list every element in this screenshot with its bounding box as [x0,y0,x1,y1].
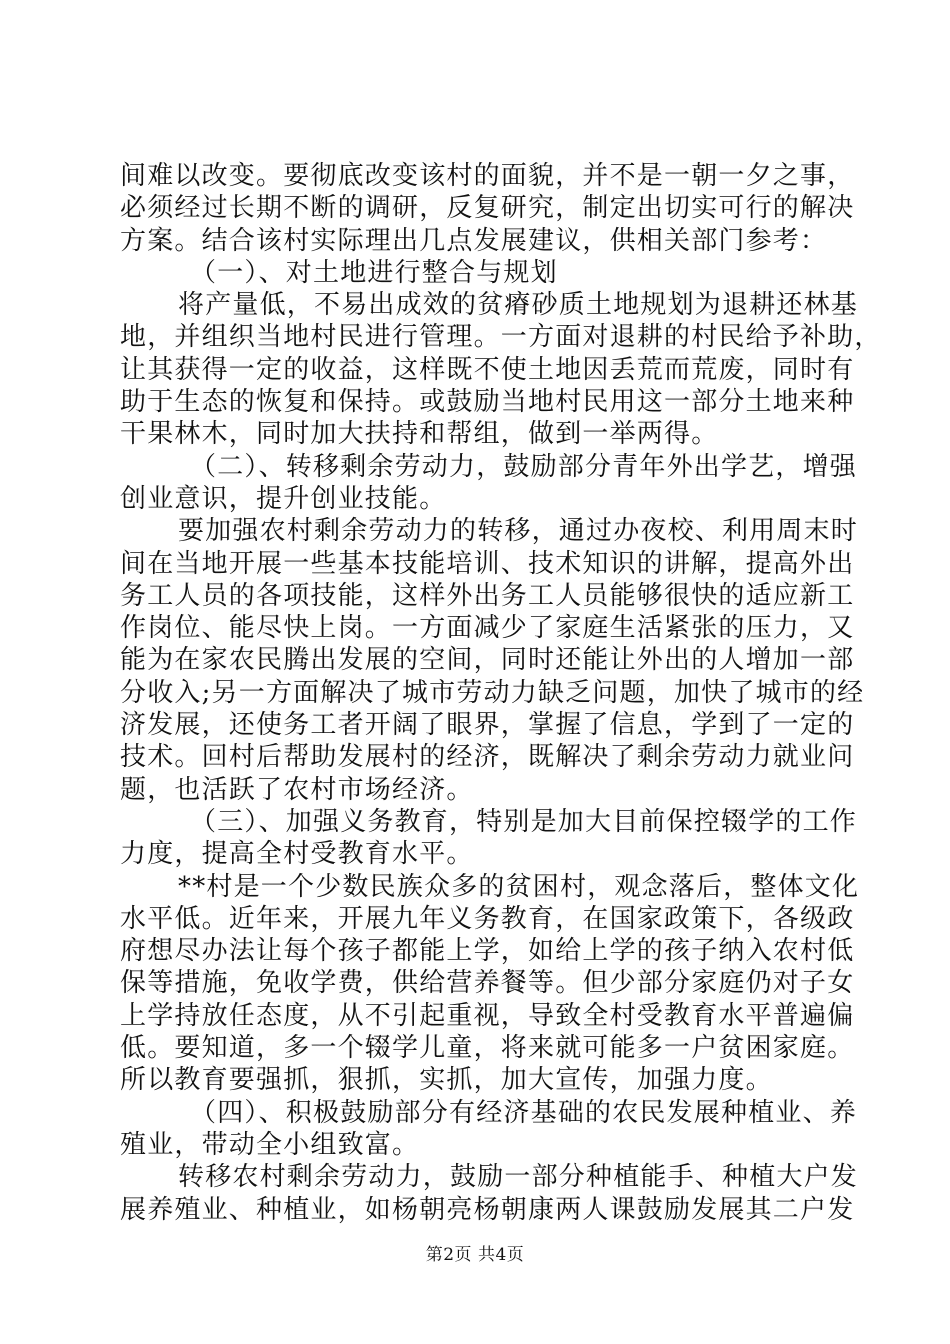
text-line: 低。要知道，多一个辍学儿童，将来就可能多一户贫困家庭。 [120,1033,855,1064]
text-line: （一）、对土地进行整合与规划 [190,257,558,288]
text-line: 府想尽办法让每个孩子都能上学，如给上学的孩子纳入农村低 [120,936,855,967]
text-line: 殖业，带动全小组致富。 [120,1129,420,1160]
text-line: 题，也活跃了农村市场经济。 [120,774,474,805]
text-line: 济发展，还使务工者开阔了眼界，掌握了信息，学到了一定的 [120,710,855,741]
text-line: 水平低。近年来，开展九年义务教育，在国家政策下，各级政 [120,903,855,934]
text-line: 务工人员的各项技能，这样外出务工人员能够很快的适应新工 [120,580,855,611]
text-line: 上学持放任态度，从不引起重视，导致全村受教育水平普遍偏 [120,1000,855,1031]
text-line: 地，并组织当地村民进行管理。一方面对退耕的村民给予补助， [120,322,882,353]
text-line: 间难以改变。要彻底改变该村的面貌，并不是一朝一夕之事， [120,161,855,191]
text-line: 必须经过长期不断的调研，反复研究，制定出切实可行的解决 [120,193,855,224]
text-line: 将产量低，不易出成效的贫瘠砂质土地规划为退耕还林基 [178,290,859,321]
text-line: 让其获得一定的收益，这样既不使土地因丢荒而荒废，同时有 [120,354,855,385]
text-line: 展养殖业、种植业，如杨朝亮杨朝康两人课鼓励发展其二户发 [120,1194,855,1225]
text-line: **村是一个少数民族众多的贫困村，观念落后，整体文化 [178,871,860,902]
text-line: 技术。回村后帮助发展村的经济，既解决了剩余劳动力就业问 [120,742,855,773]
text-line: 助于生态的恢复和保持。或鼓励当地村民用这一部分土地来种 [120,387,855,418]
text-line: （三）、加强义务教育，特别是加大目前保控辍学的工作 [190,806,858,837]
text-line: 间在当地开展一些基本技能培训、技术知识的讲解，提高外出 [120,548,855,579]
text-line: 方案。结合该村实际理出几点发展建议，供相关部门参考： [120,225,828,256]
text-line: 作岗位、能尽快上岗。一方面减少了家庭生活紧张的压力，又 [120,613,855,644]
page-number-footer: 第2页 共4页 [425,1245,525,1265]
text-line: 创业意识，提升创业技能。 [120,483,447,514]
text-line: 能为在家农民腾出发展的空间，同时还能让外出的人增加一部 [120,645,855,676]
text-line: 保等措施，免收学费，供给营养餐等。但少部分家庭仍对子女 [120,968,855,999]
text-line: 所以教育要强抓，狠抓，实抓，加大宣传，加强力度。 [120,1065,773,1096]
text-line: （二）、转移剩余劳动力，鼓励部分青年外出学艺，增强 [190,451,858,482]
text-line: （四）、积极鼓励部分有经济基础的农民发展种植业、养 [190,1097,858,1128]
text-line: 要加强农村剩余劳动力的转移，通过办夜校、利用周末时 [178,516,859,547]
text-line: 转移农村剩余劳动力，鼓励一部分种植能手、种植大户发 [178,1162,859,1193]
text-line: 分收入;另一方面解决了城市劳动力缺乏问题，加快了城市的经 [120,677,865,708]
text-line: 干果林木，同时加大扶持和帮组，做到一举两得。 [120,419,719,450]
text-line: 力度，提高全村受教育水平。 [120,839,474,870]
document-body [120,160,882,1226]
